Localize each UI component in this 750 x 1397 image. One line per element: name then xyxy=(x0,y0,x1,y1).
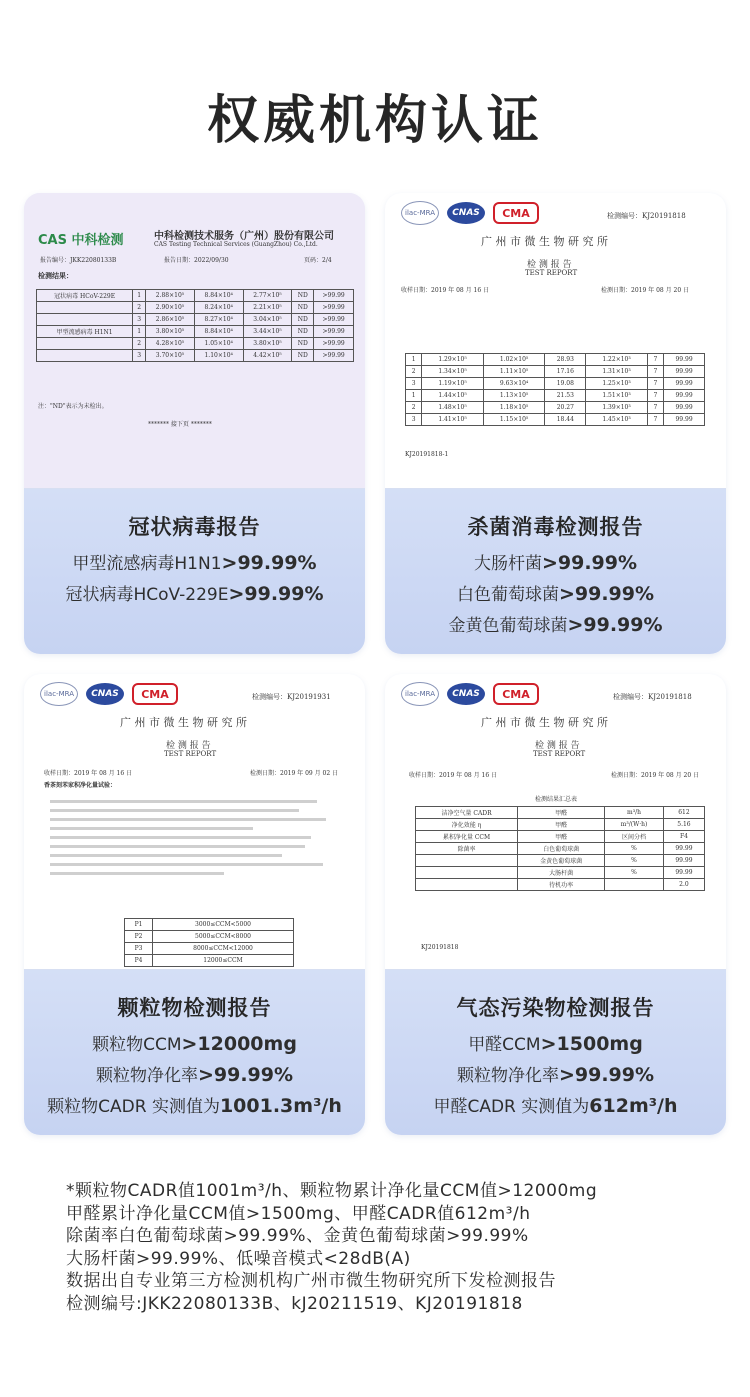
doc-table-cell: 1.13×10⁵ xyxy=(483,390,545,402)
doc-table-cell: 1 xyxy=(133,326,146,338)
doc-table-row xyxy=(37,290,354,302)
doc-table-cell xyxy=(416,867,518,879)
doc-org-name-en: CAS Testing Technical Services (GuangZhou) Co.,Ltd. xyxy=(154,241,318,248)
doc-table-row xyxy=(406,366,705,378)
coronavirus-table xyxy=(36,289,354,362)
doc-table-cell: 1.31×10³ xyxy=(586,366,648,378)
doc-body-lines xyxy=(50,794,340,914)
doc-table-cell xyxy=(416,855,518,867)
doc-table-cell: 3.70×10⁵ xyxy=(146,350,195,362)
doc-table-cell: 99.99 xyxy=(664,366,705,378)
doc-table-cell: 1.19×10⁵ xyxy=(422,378,484,390)
doc-table-cell xyxy=(37,338,133,350)
pollutant-table xyxy=(415,806,705,891)
doc-table-cell: >99.99 xyxy=(314,326,354,338)
doc-table-cell xyxy=(416,879,518,891)
doc-table-cell: F4 xyxy=(663,831,704,843)
doc-table-cell: 7 xyxy=(647,366,663,378)
card-particulate-report xyxy=(24,674,365,1135)
doc-table-cell: >99.99 xyxy=(314,338,354,350)
doc-footer-end: ******* 接下页 ******* xyxy=(148,421,212,428)
doc-table-cell: 612 xyxy=(663,807,704,819)
doc-table-cell: 99.99 xyxy=(663,855,704,867)
doc-received: 收样日期：2019 年 08 月 16 日 xyxy=(401,287,490,294)
doc-table-cell: 1.11×10⁵ xyxy=(483,366,545,378)
ilac-mra-logo: ilac-MRA xyxy=(40,682,78,706)
doc-table-cell: 7 xyxy=(647,390,663,402)
report-document-image xyxy=(385,193,726,489)
doc-table-cell: 2.0 xyxy=(663,879,704,891)
doc-table-cell: 3000≤CCM<5000 xyxy=(153,919,294,931)
doc-table-row xyxy=(416,807,705,819)
doc-table-row xyxy=(416,879,705,891)
doc-table-row xyxy=(37,302,354,314)
card-title: 冠状病毒报告 xyxy=(128,515,261,539)
doc-table-cell: 2.86×10⁵ xyxy=(146,314,195,326)
result-line: 颗粒物净化率>99.99% xyxy=(95,1064,294,1086)
doc-table-cell: 甲醛 xyxy=(518,831,605,843)
doc-table-cell: 1.25×10³ xyxy=(586,378,648,390)
doc-table-cell: 3.80×10⁵ xyxy=(243,338,292,350)
doc-page-no: 页码：2/4 xyxy=(304,257,332,264)
doc-section: 检测结果： xyxy=(38,271,73,280)
doc-title: 检 测 报 告 xyxy=(527,260,572,270)
doc-table-row xyxy=(37,326,354,338)
doc-analyzed: 检测日期：2019 年 08 月 20 日 xyxy=(601,287,690,294)
doc-title-en: TEST REPORT xyxy=(164,750,217,758)
doc-table-cell: 99.99 xyxy=(664,354,705,366)
card-title: 杀菌消毒检测报告 xyxy=(467,515,644,539)
doc-table-row xyxy=(406,378,705,390)
grade-table xyxy=(124,918,294,967)
doc-table-cell: 7 xyxy=(647,378,663,390)
doc-table-cell: % xyxy=(605,843,664,855)
doc-table-cell: 7 xyxy=(647,354,663,366)
doc-table-cell: 9.63×10⁴ xyxy=(483,378,545,390)
doc-table-row xyxy=(416,843,705,855)
doc-table-cell: >99.99 xyxy=(314,314,354,326)
doc-table-cell: 净化效能 η xyxy=(416,819,518,831)
doc-title: 检 测 报 告 xyxy=(166,741,211,751)
doc-received: 收样日期：2019 年 08 月 16 日 xyxy=(44,770,133,777)
doc-table-row xyxy=(37,350,354,362)
doc-table-cell: ND xyxy=(292,290,314,302)
doc-table-cell: 甲醛 xyxy=(518,807,605,819)
doc-table-cell xyxy=(37,350,133,362)
cnas-logo: CNAS xyxy=(447,202,485,224)
doc-institute: 广 州 市 微 生 物 研 究 所 xyxy=(481,716,608,729)
cas-logo: CAS 中科检测 xyxy=(38,233,124,248)
doc-table-cell xyxy=(37,302,133,314)
doc-org-name: 中科检测技术服务（广州）股份有限公司 xyxy=(154,231,334,242)
doc-table-cell: 99.99 xyxy=(664,402,705,414)
doc-table-cell: 20.27 xyxy=(545,402,586,414)
doc-table-cell: 1.29×10⁵ xyxy=(422,354,484,366)
doc-table-cell: 1.44×10⁵ xyxy=(422,390,484,402)
ilac-mra-logo: ilac-MRA xyxy=(401,201,439,225)
doc-table-cell: 区间分档 xyxy=(605,831,664,843)
doc-table-cell: 2.77×10⁵ xyxy=(243,290,292,302)
result-line: 颗粒物CCM>12000mg xyxy=(92,1033,297,1055)
doc-table-cell: 2 xyxy=(133,302,146,314)
doc-table-cell: 21.53 xyxy=(545,390,586,402)
cnas-logo: CNAS xyxy=(447,683,485,705)
doc-report-no: 报告编号：JKK22080133B xyxy=(40,257,117,264)
doc-table-cell: 1.22×10³ xyxy=(586,354,648,366)
doc-table-cell: 金黄色葡萄球菌 xyxy=(518,855,605,867)
doc-table-cell: 1.41×10⁵ xyxy=(422,414,484,426)
doc-table-cell: 白色葡萄球菌 xyxy=(518,843,605,855)
doc-table-row xyxy=(125,931,294,943)
doc-table-cell: 2.90×10⁵ xyxy=(146,302,195,314)
certification-logos xyxy=(401,201,539,225)
doc-table-cell: 1.39×10³ xyxy=(586,402,648,414)
doc-table-cell: % xyxy=(605,867,664,879)
doc-table-cell: 洁净空气量 CADR xyxy=(416,807,518,819)
footnote-line: 大肠杆菌>99.99%、低噪音模式<28dB(A) xyxy=(66,1248,411,1269)
doc-table-cell: 2.88×10⁵ xyxy=(146,290,195,302)
doc-table-cell: 大肠杆菌 xyxy=(518,867,605,879)
doc-table-row xyxy=(37,314,354,326)
bacteria-table xyxy=(405,353,705,426)
doc-table-cell: 1.34×10⁵ xyxy=(422,366,484,378)
doc-table-row xyxy=(406,402,705,414)
card-title: 颗粒物检测报告 xyxy=(117,996,272,1020)
doc-table-cell: 1.48×10⁵ xyxy=(422,402,484,414)
result-line: 冠状病毒HCoV-229E>99.99% xyxy=(65,583,324,605)
doc-table-row xyxy=(125,943,294,955)
doc-table-cell: 99.99 xyxy=(664,390,705,402)
footnote-line: 检测编号:JKK22080133B、kJ20211519、KJ20191818 xyxy=(66,1293,523,1314)
doc-table-cell: P3 xyxy=(125,943,153,955)
doc-table-cell: 1.18×10⁵ xyxy=(483,402,545,414)
doc-table-cell: 8000≤CCM<12000 xyxy=(153,943,294,955)
doc-table-cell: ND xyxy=(292,314,314,326)
doc-table-cell: 1.05×10⁴ xyxy=(194,338,243,350)
doc-table-cell: 1.02×10⁵ xyxy=(483,354,545,366)
doc-table-cell: 4.28×10⁵ xyxy=(146,338,195,350)
doc-table-row xyxy=(37,338,354,350)
doc-table-cell: ND xyxy=(292,326,314,338)
ilac-mra-logo: ilac-MRA xyxy=(401,682,439,706)
doc-table-cell: 5.16 xyxy=(663,819,704,831)
doc-institute: 广 州 市 微 生 物 研 究 所 xyxy=(481,235,608,248)
result-line: 金黄色葡萄球菌>99.99% xyxy=(448,614,663,636)
certification-logos xyxy=(401,682,539,706)
doc-table-cell: P1 xyxy=(125,919,153,931)
doc-title-en: TEST REPORT xyxy=(533,750,586,758)
doc-table-cell: 2 xyxy=(406,366,422,378)
result-line: 白色葡萄球菌>99.99% xyxy=(456,583,655,605)
cma-logo: CMA xyxy=(493,683,539,705)
doc-table-cell: 待机功率 xyxy=(518,879,605,891)
doc-table-cell: 99.99 xyxy=(663,867,704,879)
doc-analyzed: 检测日期：2019 年 09 月 02 日 xyxy=(250,770,339,777)
doc-table-cell: 冠状病毒 HCoV-229E xyxy=(37,290,133,302)
doc-table-row xyxy=(406,390,705,402)
doc-table-cell: m³/(W·h) xyxy=(605,819,664,831)
doc-table-cell: 3 xyxy=(133,350,146,362)
doc-table-cell: 累积净化量 CCM xyxy=(416,831,518,843)
footnote-line: 甲醛累计净化量CCM值>1500mg、甲醛CADR值612m³/h xyxy=(66,1203,531,1224)
card-sterilization-report xyxy=(385,193,726,654)
result-line: 大肠杆菌>99.99% xyxy=(473,552,638,574)
doc-table-cell: % xyxy=(605,855,664,867)
doc-table-cell: 8.24×10⁴ xyxy=(194,302,243,314)
cnas-logo: CNAS xyxy=(86,683,124,705)
doc-analyzed: 检测日期：2019 年 08 月 20 日 xyxy=(611,772,700,779)
doc-table-cell: 1.51×10³ xyxy=(586,390,648,402)
doc-table-cell: 8.27×10⁴ xyxy=(194,314,243,326)
doc-table-row xyxy=(406,354,705,366)
doc-table-cell: 2 xyxy=(133,338,146,350)
doc-table-cell: 12000≤CCM xyxy=(153,955,294,967)
doc-table-cell: 3.04×10⁵ xyxy=(243,314,292,326)
doc-table-cell: ND xyxy=(292,338,314,350)
footnote-line: *颗粒物CADR值1001m³/h、颗粒物累计净化量CCM值>12000mg xyxy=(66,1181,598,1201)
certification-logos xyxy=(40,682,178,706)
doc-table-cell: 99.99 xyxy=(663,843,704,855)
doc-institute: 广 州 市 微 生 物 研 究 所 xyxy=(120,716,247,729)
doc-table-cell: 1.15×10⁵ xyxy=(483,414,545,426)
doc-table-cell: >99.99 xyxy=(314,350,354,362)
result-line: 颗粒物净化率>99.99% xyxy=(456,1064,655,1086)
doc-table-row xyxy=(406,414,705,426)
doc-table-cell: 17.16 xyxy=(545,366,586,378)
doc-table-cell: 1.10×10⁴ xyxy=(194,350,243,362)
doc-table-cell: 8.84×10⁴ xyxy=(194,290,243,302)
doc-sample-id: KJ20191818 xyxy=(421,944,459,951)
doc-table-cell: 除菌率 xyxy=(416,843,518,855)
doc-table-cell: 3 xyxy=(406,414,422,426)
doc-table-cell: P4 xyxy=(125,955,153,967)
doc-table-cell: 1 xyxy=(133,290,146,302)
doc-table-cell: ND xyxy=(292,302,314,314)
doc-table-cell: ND xyxy=(292,350,314,362)
doc-title-en: TEST REPORT xyxy=(525,269,578,277)
doc-table-cell: 3 xyxy=(133,314,146,326)
result-line: 甲醛CADR 实测值为612m³/h xyxy=(433,1095,678,1117)
doc-table-cell: 7 xyxy=(647,402,663,414)
doc-table-cell: 甲型流感病毒 H1N1 xyxy=(37,326,133,338)
doc-table-cell xyxy=(605,879,664,891)
page-title: 权威机构认证 xyxy=(206,91,543,151)
doc-table-cell: 99.99 xyxy=(664,414,705,426)
cma-logo: CMA xyxy=(493,202,539,224)
doc-table-cell: 3.44×10⁵ xyxy=(243,326,292,338)
doc-table-cell: 99.99 xyxy=(664,378,705,390)
doc-section: 香茶刻苯家积净化量试验： xyxy=(44,782,117,789)
doc-table-cell: P2 xyxy=(125,931,153,943)
doc-table-cell: 8.84×10⁴ xyxy=(194,326,243,338)
doc-report-no: 检测编号：KJ20191818 xyxy=(607,212,686,220)
doc-table-cell: 1.45×10³ xyxy=(586,414,648,426)
doc-table-row xyxy=(125,919,294,931)
doc-footer-note: 注："ND"表示为未检出。 xyxy=(38,403,108,410)
report-document-image xyxy=(385,674,726,970)
doc-table-cell: 4.42×10⁵ xyxy=(243,350,292,362)
footnote-line: 除菌率白色葡萄球菌>99.99%、金黄色葡萄球菌>99.99% xyxy=(66,1226,529,1246)
doc-table-cell: m³/h xyxy=(605,807,664,819)
doc-table-cell: 1 xyxy=(406,354,422,366)
doc-table-row xyxy=(416,855,705,867)
footnote-line: 数据出自专业第三方检测机构广州市微生物研究所下发检测报告 xyxy=(66,1271,556,1291)
doc-table-cell: 1 xyxy=(406,390,422,402)
doc-table-cell: 3.80×10⁵ xyxy=(146,326,195,338)
doc-table-cell: 7 xyxy=(647,414,663,426)
footnote xyxy=(66,1180,716,1315)
doc-title: 检 测 报 告 xyxy=(535,741,580,751)
card-gaseous-pollutant-report xyxy=(385,674,726,1135)
doc-table-cell xyxy=(37,314,133,326)
cma-logo: CMA xyxy=(132,683,178,705)
result-line: 颗粒物CADR 实测值为1001.3m³/h xyxy=(47,1095,342,1117)
doc-report-no: 检测编号：KJ20191818 xyxy=(613,693,692,701)
report-document-image xyxy=(24,193,365,489)
doc-report-date: 报告日期：2022/09/30 xyxy=(164,257,229,264)
card-coronavirus-report xyxy=(24,193,365,654)
card-title: 气态污染物检测报告 xyxy=(456,996,655,1020)
doc-table-cell: 19.08 xyxy=(545,378,586,390)
result-line: 甲醛CCM>1500mg xyxy=(468,1033,643,1055)
doc-table-row xyxy=(416,819,705,831)
result-line: 甲型流感病毒H1N1>99.99% xyxy=(72,552,317,574)
doc-table-cell: >99.99 xyxy=(314,290,354,302)
doc-table-cell: 2 xyxy=(406,402,422,414)
doc-sample-id: KJ20191818-1 xyxy=(405,451,449,458)
doc-report-no: 检测编号：KJ20191931 xyxy=(252,693,331,701)
doc-table-cell: >99.99 xyxy=(314,302,354,314)
doc-table-row xyxy=(416,831,705,843)
doc-table-cell: 28.93 xyxy=(545,354,586,366)
doc-table-cell: 甲醛 xyxy=(518,819,605,831)
doc-table-row xyxy=(416,867,705,879)
doc-received: 收样日期：2019 年 08 月 16 日 xyxy=(409,772,498,779)
doc-table-cell: 3 xyxy=(406,378,422,390)
doc-table-title: 检测结果汇总表 xyxy=(535,796,578,803)
doc-table-cell: 2.21×10⁵ xyxy=(243,302,292,314)
doc-table-row xyxy=(125,955,294,967)
doc-table-cell: 5000≤CCM<8000 xyxy=(153,931,294,943)
report-document-image xyxy=(24,674,365,970)
doc-table-cell: 18.44 xyxy=(545,414,586,426)
